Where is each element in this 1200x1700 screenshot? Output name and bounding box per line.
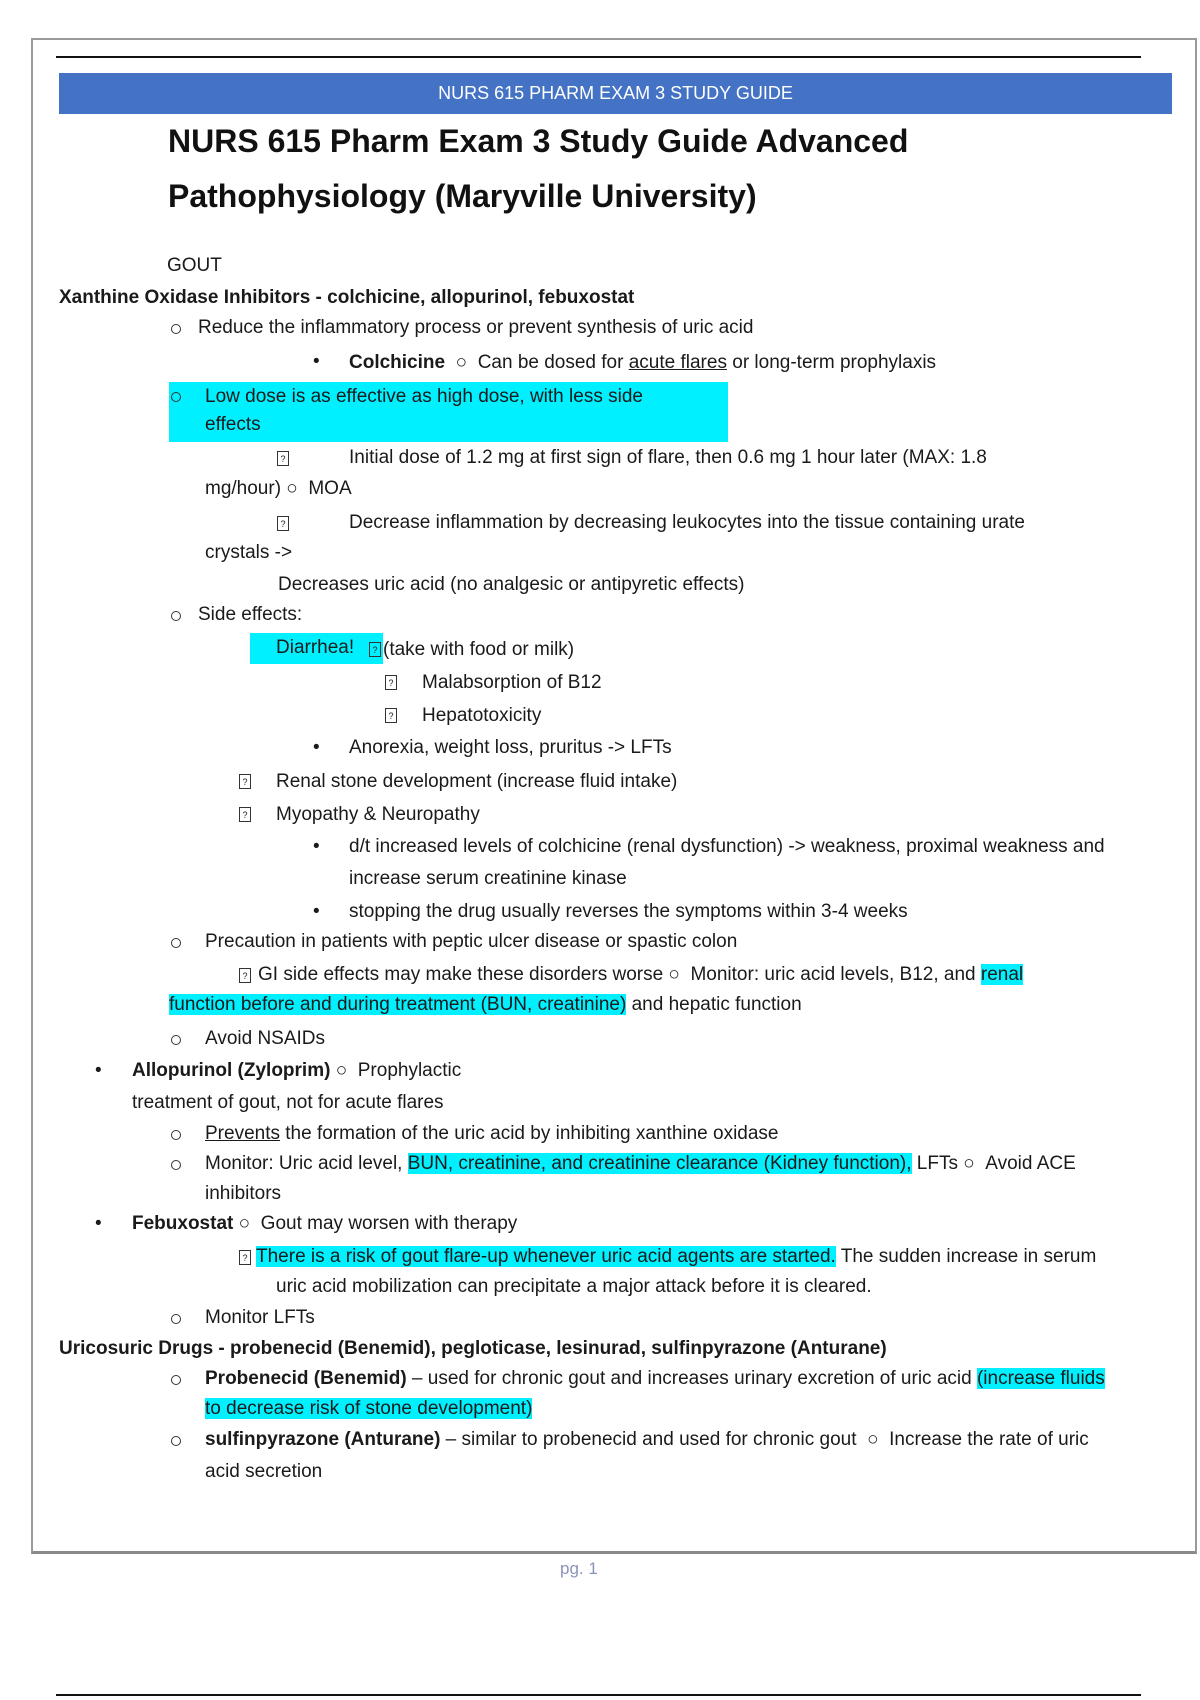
- initial-dose-line-2: [205, 476, 352, 502]
- colchicine-acute-flares: acute flares: [628, 352, 727, 373]
- diarrhea-line: [276, 635, 354, 661]
- malabsorption-line: Malabsorption of B12: [422, 672, 602, 693]
- precaution-line: Precaution in patients with peptic ulcer disease or spastic colon: [205, 931, 738, 952]
- colchicine-line: [349, 350, 936, 376]
- risk-b: The sudden increase in serum: [835, 1246, 1097, 1267]
- risk-highlight: There is a risk of gout flare-up whenever uric acid agents are started.: [256, 1246, 836, 1267]
- dt-increased-line-2: increase serum creatinine kinase: [349, 868, 627, 889]
- uricosuric-heading: Uricosuric Drugs - probenecid (Benemid), pegloticase, lesinurad, sulfinpyrazone (Anturane): [59, 1338, 887, 1359]
- hollow-bullet-icon: ○: [233, 1213, 261, 1234]
- monitor-c: Avoid ACE: [985, 1153, 1076, 1174]
- header-band: NURS 615 PHARM EXAM 3 STUDY GUIDE: [59, 73, 1172, 114]
- probenecid-line: [205, 1366, 1105, 1392]
- low-dose-line-2: effects: [205, 414, 261, 435]
- decrease-inflammation-line-1: Decrease inflammation by decreasing leukocytes into the tissue containing urate: [349, 512, 1025, 533]
- sulfin-b: Increase the rate of uric: [889, 1429, 1089, 1450]
- febuxostat-label: Febuxostat: [132, 1213, 234, 1234]
- risk-line-2: uric acid mobilization can precipitate a major attack before it is cleared.: [276, 1276, 872, 1297]
- low-dose-line-1: Low dose is as effective as high dose, with less side: [205, 386, 643, 407]
- missing-glyph-icon: ?: [239, 807, 251, 822]
- bullet-icon: •: [313, 901, 320, 922]
- initial-dose-2a: mg/hour): [205, 478, 282, 499]
- monitor-line-2: inhibitors: [205, 1183, 282, 1204]
- side-effects-line: Side effects:: [198, 604, 303, 625]
- monitor-lfts-line: Monitor LFTs: [205, 1307, 315, 1328]
- missing-glyph-icon: ?: [239, 1250, 251, 1265]
- hollow-bullet-icon: [171, 1375, 181, 1385]
- allopurinol-line-2: treatment of gout, not for acute flares: [132, 1092, 444, 1113]
- hollow-bullet-icon: [171, 324, 181, 334]
- xoi-heading: Xanthine Oxidase Inhibitors - colchicine, allopurinol, febuxostat: [59, 287, 635, 308]
- initial-dose-line-1: Initial dose of 1.2 mg at first sign of flare, then 0.6 mg 1 hour later (MAX: 1.8: [349, 447, 987, 468]
- bullet-icon: •: [313, 836, 320, 857]
- monitor-b: LFTs: [911, 1153, 958, 1174]
- hepatotoxicity-line: Hepatotoxicity: [422, 705, 542, 726]
- section-label-gout: GOUT: [167, 255, 222, 276]
- hollow-bullet-icon: [171, 392, 181, 402]
- sulfinpyrazone-label: sulfinpyrazone (Anturane): [205, 1429, 441, 1450]
- stopping-line: stopping the drug usually reverses the symptoms within 3-4 weeks: [349, 901, 908, 922]
- sulfinpyrazone-line-2: acid secretion: [205, 1461, 323, 1482]
- decrease-uric-line: Decreases uric acid (no analgesic or antipyretic effects): [278, 574, 745, 595]
- monitor-highlight: BUN, creatinine, and creatinine clearance (Kidney function),: [407, 1153, 912, 1174]
- prevents-rest: the formation of the uric acid by inhibiting xanthine oxidase: [279, 1123, 779, 1144]
- bullet-icon: •: [95, 1060, 102, 1081]
- allopurinol-label: Allopurinol (Zyloprim): [132, 1060, 331, 1081]
- hollow-bullet-icon: [171, 1130, 181, 1140]
- probenecid-line-2: [205, 1396, 532, 1422]
- gi-side-b: Monitor: uric acid levels, B12, and: [690, 964, 981, 985]
- sulfin-a: – similar to probenecid and used for chronic gout: [440, 1429, 857, 1450]
- gi-side-line-2: [169, 992, 802, 1018]
- monitor-line: [205, 1151, 1076, 1177]
- missing-glyph-icon: ?: [385, 708, 397, 723]
- colchicine-label: Colchicine: [349, 352, 446, 373]
- hollow-bullet-icon: ○: [663, 964, 691, 985]
- allopurinol-line: [132, 1058, 461, 1084]
- avoid-nsaids-line: Avoid NSAIDs: [205, 1028, 326, 1049]
- gi-side-line: [258, 962, 1023, 988]
- risk-line: [256, 1244, 1096, 1270]
- hollow-bullet-icon: ○: [450, 352, 473, 373]
- colchicine-text-a: Can be dosed for: [477, 352, 629, 373]
- missing-glyph-icon: ?: [277, 516, 289, 531]
- sulfinpyrazone-line: [205, 1427, 1089, 1453]
- missing-glyph-icon: ?: [369, 642, 381, 657]
- hollow-bullet-icon: [171, 1314, 181, 1324]
- bullet-icon: •: [95, 1213, 102, 1234]
- missing-glyph-icon: ?: [277, 451, 289, 466]
- probenecid-label: Probenecid (Benemid): [205, 1368, 407, 1389]
- probenecid-highlight-2: to decrease risk of stone development): [205, 1398, 533, 1419]
- hollow-bullet-icon: ○: [281, 478, 309, 499]
- missing-glyph-icon: ?: [239, 968, 251, 983]
- page-number: pg. 1: [560, 1559, 598, 1578]
- bottom-rule: [56, 1694, 1141, 1696]
- prevents-line: [205, 1121, 779, 1147]
- dt-increased-line-1: d/t increased levels of colchicine (renal dysfunction) -> weakness, proximal weakness and: [349, 836, 1105, 857]
- moa-label: MOA: [308, 478, 352, 499]
- colchicine-text-b: or long-term prophylaxis: [726, 352, 937, 373]
- probenecid-highlight-1: (increase fluids: [976, 1368, 1105, 1389]
- hollow-bullet-icon: ○: [856, 1429, 890, 1450]
- hollow-bullet-icon: ○: [330, 1060, 358, 1081]
- document-title: NURS 615 Pharm Exam 3 Study Guide Advanced Pathophysiology (Maryville University): [168, 123, 909, 214]
- hollow-bullet-icon: [171, 1160, 181, 1170]
- bullet-icon: •: [313, 351, 320, 372]
- anorexia-line: Anorexia, weight loss, pruritus -> LFTs: [349, 737, 672, 758]
- febuxostat-line: [132, 1211, 517, 1237]
- bullet-icon: •: [313, 737, 320, 758]
- hollow-bullet-icon: [171, 1035, 181, 1045]
- febuxostat-a: Gout may worsen with therapy: [260, 1213, 518, 1234]
- myopathy-line: Myopathy & Neuropathy: [276, 804, 480, 825]
- missing-glyph-icon: ?: [239, 774, 251, 789]
- monitor-a: Monitor: Uric acid level,: [205, 1153, 408, 1174]
- reduce-line: Reduce the inflammatory process or prevent synthesis of uric acid: [198, 317, 754, 338]
- hollow-bullet-icon: ○: [957, 1153, 986, 1174]
- gi-side-c: and hepatic function: [626, 994, 802, 1015]
- prevents-underlined: Prevents: [205, 1123, 280, 1144]
- hollow-bullet-icon: [171, 611, 181, 621]
- missing-glyph-icon: ?: [385, 675, 397, 690]
- take-with-food: (take with food or milk): [383, 639, 575, 660]
- renal-stone-line: Renal stone development (increase fluid intake): [276, 771, 678, 792]
- top-rule: [56, 56, 1141, 58]
- gi-side-highlight-1: renal: [980, 964, 1024, 985]
- gi-side-highlight-2: function before and during treatment (BUN, creatinine): [169, 994, 627, 1015]
- diarrhea-text: Diarrhea!: [276, 637, 355, 658]
- hollow-bullet-icon: [171, 938, 181, 948]
- allopurinol-a: Prophylactic: [357, 1060, 462, 1081]
- probenecid-a: – used for chronic gout and increases urinary excretion of uric acid: [406, 1368, 977, 1389]
- decrease-inflammation-line-2: crystals ->: [205, 542, 293, 563]
- hollow-bullet-icon: [171, 1436, 181, 1446]
- gi-side-a: GI side effects may make these disorders worse: [258, 964, 664, 985]
